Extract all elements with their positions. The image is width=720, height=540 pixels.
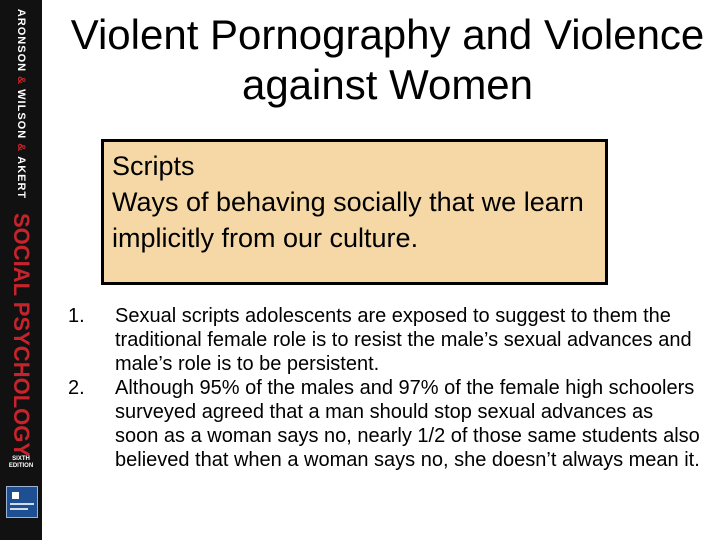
spine-edition: SIXTH EDITION (8, 456, 34, 469)
points-list (60, 304, 700, 472)
list-item-text: Although 95% of the males and 97% of the female high schoolers surveyed agreed that a man should stop sexual advances as soon as a woman says no, nearly 1/2 of those same students also believed that when a woman says no, she doesn’t always mean it. (115, 377, 700, 471)
list-item-number: 2. (68, 377, 85, 399)
slide-title: Violent Pornography and Violence against Women (70, 11, 705, 108)
definition-term: Scripts (112, 151, 195, 181)
definition-text: Ways of behaving socially that we learn implicitly from our culture. (112, 187, 584, 253)
spine-author-2: WILSON (15, 89, 27, 140)
spine-authors (0, 6, 42, 202)
logo-mark (12, 492, 19, 499)
spine-separator-1: & (15, 76, 27, 86)
spine-book-title-wrap (0, 212, 42, 458)
list-item (60, 376, 700, 472)
definition-box (101, 139, 608, 285)
spine-author-3: AKERT (15, 156, 27, 200)
publisher-logo (6, 486, 38, 518)
spine-book-title: SOCIAL PSYCHOLOGY (9, 212, 35, 458)
spine-author-1: ARONSON (15, 8, 27, 73)
list-item-number: 1. (68, 305, 85, 327)
spine-separator-2: & (15, 143, 27, 153)
book-spine-sidebar (0, 0, 42, 540)
list-item (60, 304, 700, 376)
list-item-text: Sexual scripts adolescents are exposed to suggest to them the traditional female role is to resist the male’s sexual advances and male’s role is to be persistent. (115, 305, 692, 375)
